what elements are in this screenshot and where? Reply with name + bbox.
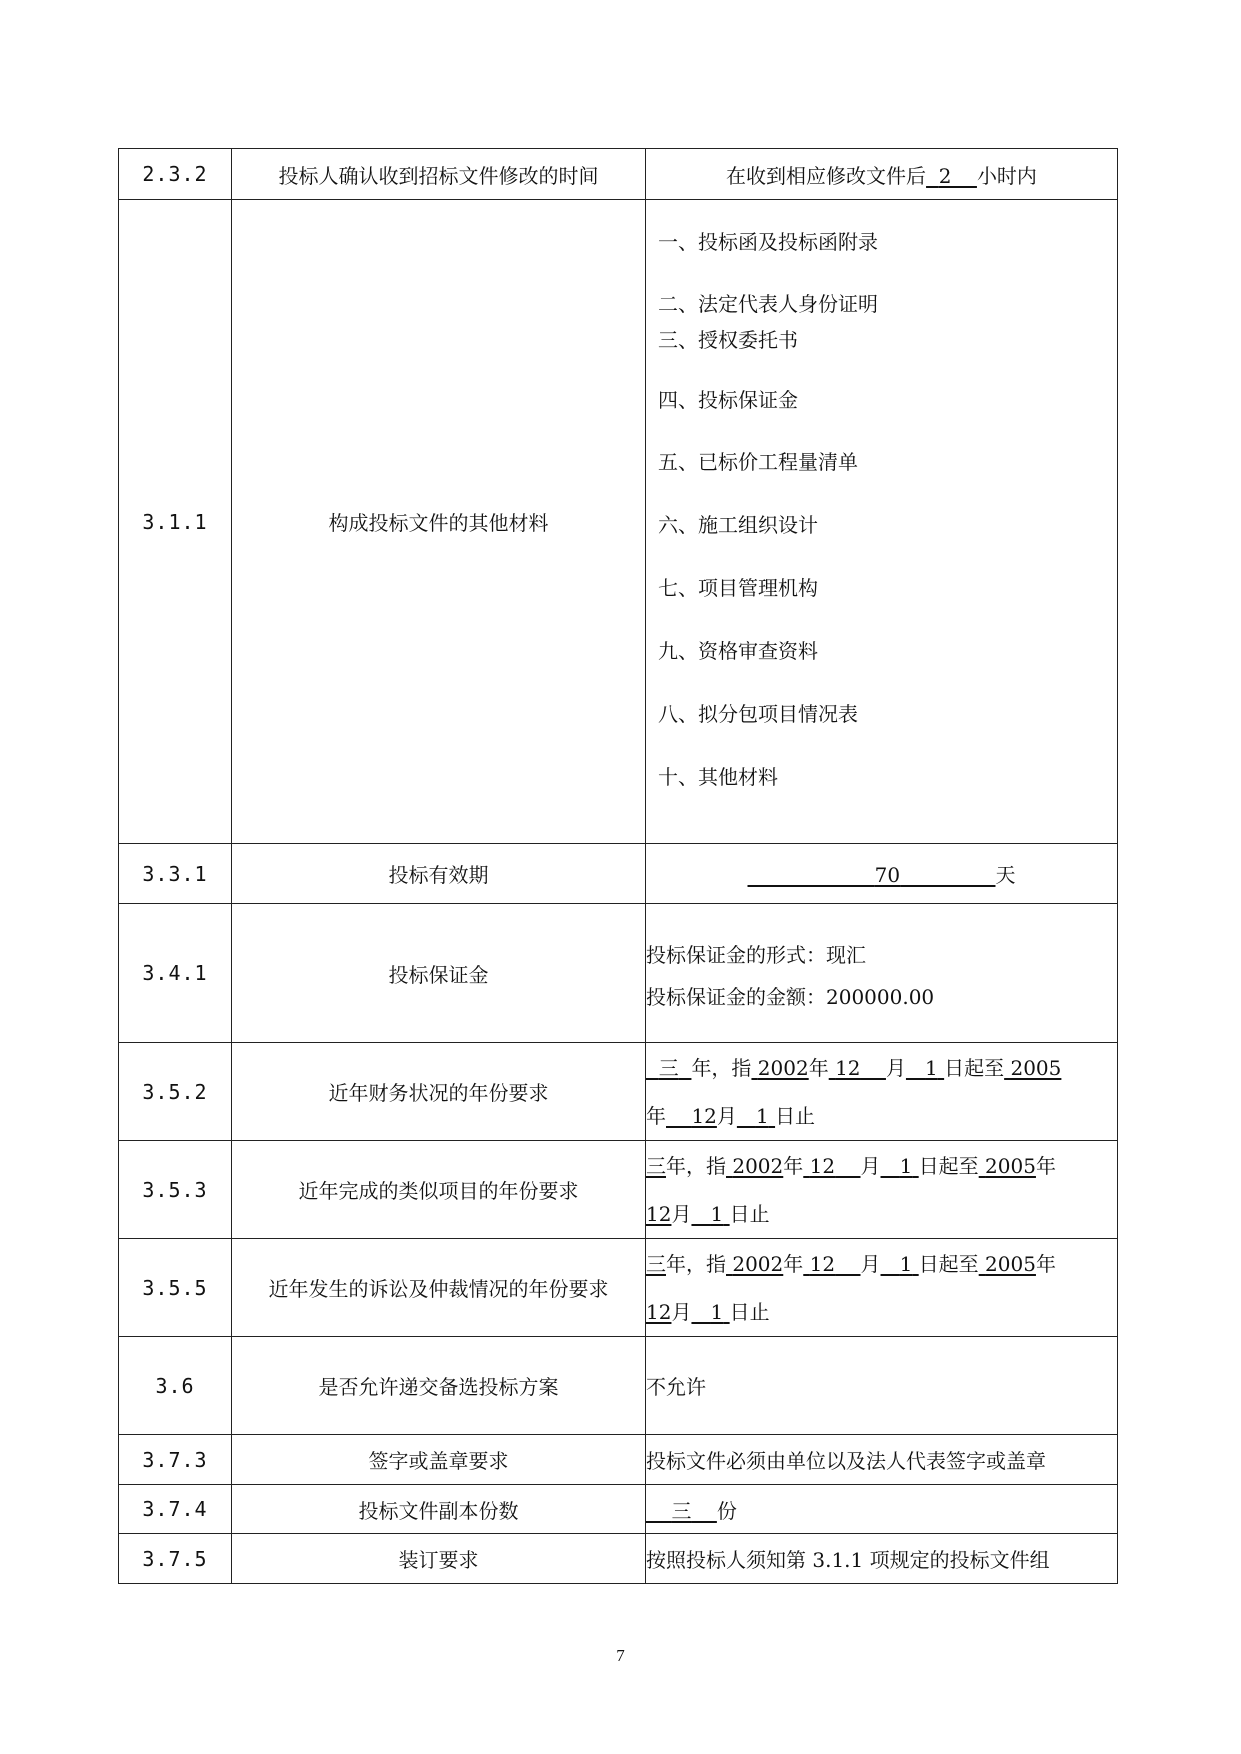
unit-text: 份 [716,1498,737,1523]
clause-value: 三年，指 2002年 12 月 1 日起至 2005年 12月 1 日止 [646,1141,1118,1239]
bid-data-table [118,148,1118,1584]
clause-value [646,1485,1118,1534]
clause-item: 近年发生的诉讼及仲裁情况的年份要求 [232,1239,646,1337]
list-item: 一、投标函及投标函附录 [658,230,878,254]
clause-number: 3.3.1 [119,844,232,904]
clause-number: 3.5.2 [119,1043,232,1141]
page-number: 7 [616,1646,625,1665]
clause-item: 装订要求 [232,1534,646,1584]
clause-item: 投标文件副本份数 [232,1485,646,1534]
value-text: 在收到相应修改文件后 [726,163,927,188]
clause-number: 3.5.5 [119,1239,232,1337]
clause-value [646,149,1118,200]
list-item: 六、施工组织设计 [658,513,818,537]
clause-value: 三年，指 2002年 12 月 1 日起至 2005年 12月 1 日止 [646,1239,1118,1337]
validity-days: 70 [874,863,901,887]
clause-value: 不允许 [646,1337,1118,1435]
table-row [119,1534,1118,1584]
clause-item: 投标有效期 [232,844,646,904]
clause-value: 按照投标人须知第 3.1.1 项规定的投标文件组 [646,1534,1118,1584]
clause-value [646,844,1118,904]
clause-value: 投标文件必须由单位以及法人代表签字或盖章 [646,1435,1118,1485]
start-month: 12 [809,1251,836,1276]
end-month: 12 [691,1103,717,1128]
table-row [119,149,1118,200]
start-month: 12 [835,1055,861,1080]
list-item: 十、其他材料 [658,765,778,789]
end-day: 1 [710,1299,724,1324]
materials-list [646,200,1118,844]
table-row [119,200,1118,844]
hours-value: 2 [938,163,952,188]
clause-item: 近年完成的类似项目的年份要求 [232,1141,646,1239]
clause-number: 3.7.4 [119,1485,232,1534]
clause-item: 投标保证金 [232,904,646,1043]
list-item: 五、已标价工程量清单 [658,450,858,474]
start-month: 12 [809,1153,836,1178]
end-year: 2005 [1010,1055,1062,1080]
deposit-form: 投标保证金的形式：现汇 [646,943,866,967]
start-year: 2002 [757,1055,809,1080]
table-row [119,844,1118,904]
list-item: 四、投标保证金 [658,388,798,412]
clause-number: 3.5.3 [119,1141,232,1239]
table-row [119,1485,1118,1534]
end-day: 1 [755,1103,769,1128]
end-month: 12 [646,1299,672,1324]
list-item: 八、拟分包项目情况表 [658,702,858,726]
start-year: 2002 [732,1153,784,1178]
table-row [119,1141,1118,1239]
clause-number: 2.3.2 [119,149,232,200]
clause-item: 是否允许递交备选投标方案 [232,1337,646,1435]
copies-count: 三 [671,1498,692,1523]
table-row [119,1337,1118,1435]
start-day: 1 [925,1055,938,1080]
year-count: 三 [646,1153,666,1178]
value-text: 小时内 [976,163,1037,188]
end-day: 1 [710,1201,724,1226]
clause-item: 签字或盖章要求 [232,1435,646,1485]
clause-number: 3.6 [119,1337,232,1435]
clause-item: 投标人确认收到招标文件修改的时间 [232,149,646,200]
clause-item: 近年财务状况的年份要求 [232,1043,646,1141]
end-year: 2005 [985,1153,1036,1178]
table-row [119,904,1118,1043]
end-year: 2005 [985,1251,1036,1276]
start-year: 2002 [732,1251,784,1276]
clause-value [646,904,1118,1043]
unit-text: 天 [995,863,1016,887]
table-row [119,1435,1118,1485]
start-day: 1 [899,1153,913,1178]
deposit-amount: 投标保证金的金额：200000.00 [646,985,935,1009]
clause-number: 3.4.1 [119,904,232,1043]
clause-number: 3.1.1 [119,200,232,844]
list-item: 九、资格审查资料 [658,639,818,663]
year-count: 三 [646,1251,666,1276]
table-row [119,1239,1118,1337]
clause-number: 3.7.5 [119,1534,232,1584]
list-item: 二、法定代表人身份证明 [658,292,878,316]
clause-item: 构成投标文件的其他材料 [232,200,646,844]
clause-number: 3.7.3 [119,1435,232,1485]
table-row [119,1043,1118,1141]
list-item: 三、授权委托书 [658,328,798,352]
start-day: 1 [899,1251,913,1276]
list-item: 七、项目管理机构 [658,576,818,600]
end-month: 12 [646,1201,672,1226]
year-count: 三 [658,1055,679,1080]
clause-value: 三 年，指 2002年 12 月 1 日起至 2005 年 12月 1 日止 [646,1043,1118,1141]
